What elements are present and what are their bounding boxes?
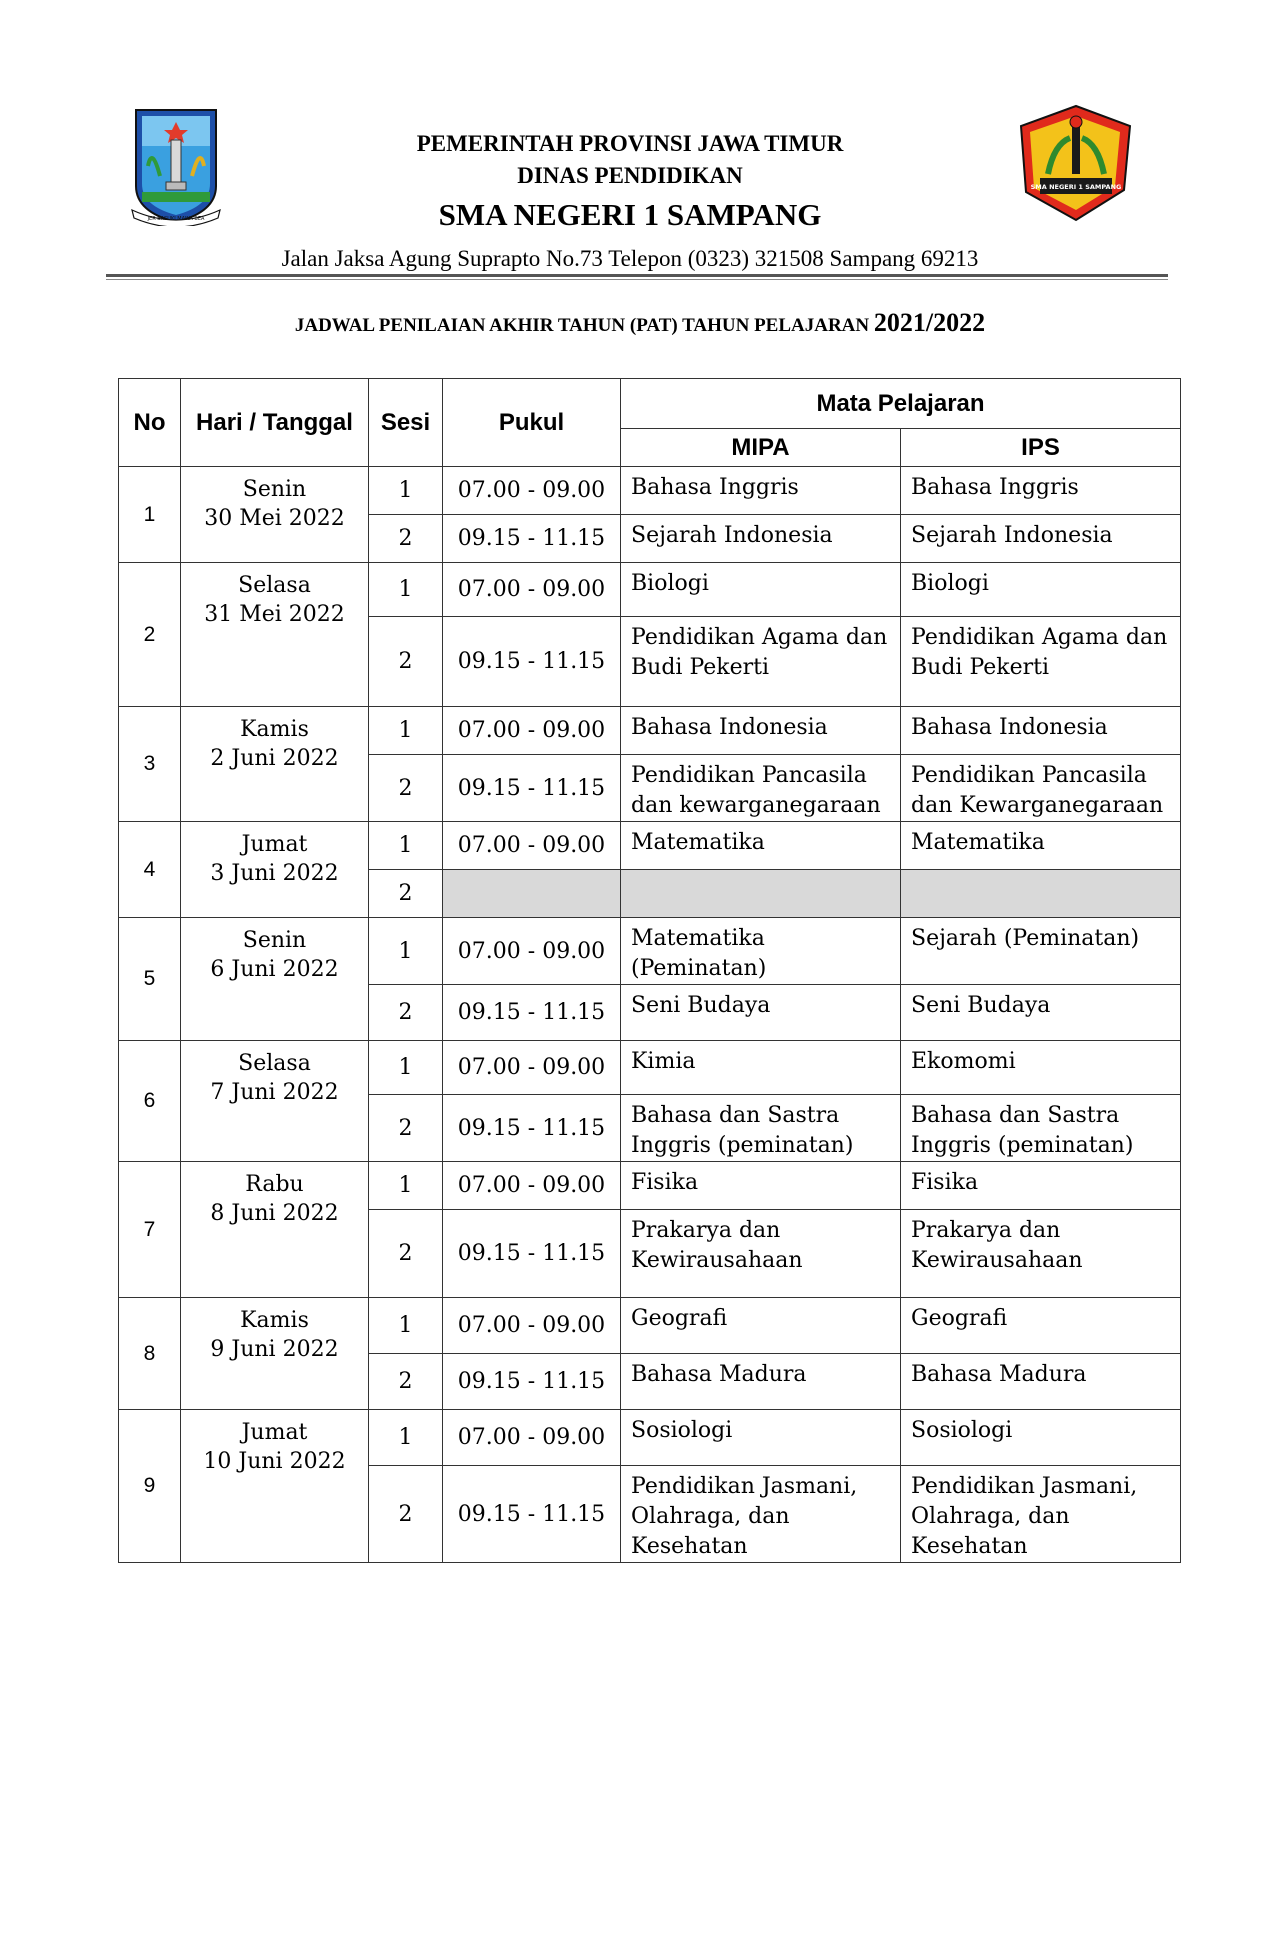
cell-subject-ips: Bahasa Inggris	[901, 467, 1181, 515]
table-row	[119, 822, 1181, 870]
day-name: Senin	[242, 928, 307, 953]
cell-session: 1	[369, 1162, 443, 1210]
cell-subject-mipa: Seni Budaya	[621, 985, 901, 1041]
day-date: 9 Juni 2022	[210, 1337, 339, 1362]
cell-time: 07.00 - 09.00	[443, 918, 621, 985]
cell-subject-mipa: Kimia	[621, 1041, 901, 1095]
cell-session: 1	[369, 1041, 443, 1095]
cell-subject-mipa: Bahasa dan Sastra Inggris (peminatan)	[621, 1095, 901, 1162]
day-name: Jumat	[241, 1420, 308, 1445]
day-name: Selasa	[238, 1051, 311, 1076]
letterhead-school-name: SMA NEGERI 1 SAMPANG	[438, 197, 822, 232]
cell-subject-mipa: Matematika (Peminatan)	[621, 918, 901, 985]
cell-session: 1	[369, 1298, 443, 1354]
header-ips: IPS	[901, 429, 1181, 467]
cell-session: 1	[369, 467, 443, 515]
document-title	[110, 308, 1170, 338]
day-name: Kamis	[240, 1308, 309, 1333]
cell-time: 07.00 - 09.00	[443, 1410, 621, 1466]
header-no: No	[119, 379, 181, 467]
table-row	[119, 1298, 1181, 1354]
cell-time: 09.15 - 11.15	[443, 1354, 621, 1410]
day-name: Rabu	[245, 1172, 304, 1197]
cell-no: 3	[119, 707, 181, 822]
day-date: 10 Juni 2022	[203, 1449, 346, 1474]
cell-day-date	[181, 1410, 369, 1563]
cell-session: 2	[369, 617, 443, 707]
cell-time: 09.15 - 11.15	[443, 985, 621, 1041]
cell-no: 1	[119, 467, 181, 563]
cell-subject-ips: Pendidikan Pancasila dan Kewarganegaraan	[901, 755, 1181, 822]
cell-subject-ips: Fisika	[901, 1162, 1181, 1210]
cell-day-date	[181, 1162, 369, 1298]
table-row	[119, 707, 1181, 755]
cell-session: 2	[369, 870, 443, 918]
cell-subject-mipa: Sosiologi	[621, 1410, 901, 1466]
cell-session: 1	[369, 1410, 443, 1466]
cell-time: 07.00 - 09.00	[443, 1041, 621, 1095]
cell-subject-mipa	[621, 870, 901, 918]
letterhead-department: DINAS PENDIDIKAN	[517, 163, 743, 188]
provinsi-jawa-timur-emblem-icon	[130, 106, 222, 226]
cell-session: 2	[369, 985, 443, 1041]
cell-subject-ips	[901, 870, 1181, 918]
header-subjects: Mata Pelajaran	[621, 379, 1181, 429]
day-date: 3 Juni 2022	[210, 861, 339, 886]
cell-subject-mipa: Bahasa Madura	[621, 1354, 901, 1410]
cell-no: 8	[119, 1298, 181, 1410]
cell-session: 2	[369, 1354, 443, 1410]
letterhead-government: PEMERINTAH PROVINSI JAWA TIMUR	[416, 131, 844, 156]
cell-time: 07.00 - 09.00	[443, 467, 621, 515]
cell-time: 09.15 - 11.15	[443, 755, 621, 822]
cell-subject-ips: Sejarah (Peminatan)	[901, 918, 1181, 985]
header-mipa: MIPA	[621, 429, 901, 467]
day-name: Kamis	[240, 717, 309, 742]
cell-time: 07.00 - 09.00	[443, 707, 621, 755]
cell-session: 2	[369, 515, 443, 563]
cell-time: 09.15 - 11.15	[443, 515, 621, 563]
cell-subject-ips: Pendidikan Jasmani, Olahraga, dan Kesehatan	[901, 1466, 1181, 1563]
cell-day-date	[181, 1041, 369, 1162]
cell-subject-ips: Bahasa Indonesia	[901, 707, 1181, 755]
letterhead-divider-thin	[106, 279, 1168, 280]
cell-session: 1	[369, 822, 443, 870]
cell-day-date	[181, 467, 369, 563]
day-name: Selasa	[238, 573, 311, 598]
cell-subject-mipa: Geografi	[621, 1298, 901, 1354]
table-row	[119, 1041, 1181, 1095]
cell-time	[443, 870, 621, 918]
letterhead-address: Jalan Jaksa Agung Suprapto No.73 Telepon (0323) 321508 Sampang 69213	[281, 246, 979, 271]
cell-no: 4	[119, 822, 181, 918]
cell-no: 7	[119, 1162, 181, 1298]
day-date: 7 Juni 2022	[210, 1080, 339, 1105]
cell-subject-ips: Biologi	[901, 563, 1181, 617]
day-name: Senin	[242, 477, 307, 502]
cell-subject-ips: Seni Budaya	[901, 985, 1181, 1041]
cell-day-date	[181, 1298, 369, 1410]
cell-subject-mipa: Matematika	[621, 822, 901, 870]
cell-subject-mipa: Fisika	[621, 1162, 901, 1210]
cell-subject-mipa: Sejarah Indonesia	[621, 515, 901, 563]
letterhead-divider	[106, 274, 1168, 277]
svg-text:JER BASUKI MAWA BEA: JER BASUKI MAWA BEA	[147, 216, 205, 222]
document-title-year: 2021/2022	[873, 308, 986, 337]
cell-subject-mipa: Prakarya dan Kewirausahaan	[621, 1210, 901, 1298]
cell-session: 2	[369, 1095, 443, 1162]
schedule-body	[119, 467, 1181, 1563]
cell-session: 1	[369, 563, 443, 617]
cell-time: 07.00 - 09.00	[443, 1298, 621, 1354]
cell-subject-ips: Sosiologi	[901, 1410, 1181, 1466]
header-day-date: Hari / Tanggal	[181, 379, 369, 467]
cell-time: 07.00 - 09.00	[443, 1162, 621, 1210]
cell-no: 5	[119, 918, 181, 1041]
cell-subject-mipa: Pendidikan Pancasila dan kewarganegaraan	[621, 755, 901, 822]
cell-subject-ips: Bahasa Madura	[901, 1354, 1181, 1410]
cell-subject-mipa: Pendidikan Agama dan Budi Pekerti	[621, 617, 901, 707]
cell-subject-ips: Matematika	[901, 822, 1181, 870]
day-date: 31 Mei 2022	[204, 602, 345, 627]
header-time: Pukul	[443, 379, 621, 467]
cell-time: 09.15 - 11.15	[443, 617, 621, 707]
cell-day-date	[181, 707, 369, 822]
cell-day-date	[181, 822, 369, 918]
cell-subject-mipa: Bahasa Inggris	[621, 467, 901, 515]
table-row	[119, 1410, 1181, 1466]
cell-session: 2	[369, 755, 443, 822]
cell-day-date	[181, 563, 369, 707]
cell-subject-mipa: Bahasa Indonesia	[621, 707, 901, 755]
document-title-text: JADWAL PENILAIAN AKHIR TAHUN (PAT) TAHUN PELAJARAN	[294, 315, 870, 336]
cell-subject-mipa: Pendidikan Jasmani, Olahraga, dan Kesehatan	[621, 1466, 901, 1563]
cell-subject-mipa: Biologi	[621, 563, 901, 617]
cell-no: 9	[119, 1410, 181, 1563]
day-date: 8 Juni 2022	[210, 1201, 339, 1226]
cell-subject-ips: Bahasa dan Sastra Inggris (peminatan)	[901, 1095, 1181, 1162]
day-date: 2 Juni 2022	[210, 746, 339, 771]
cell-session: 2	[369, 1466, 443, 1563]
cell-time: 09.15 - 11.15	[443, 1466, 621, 1563]
day-date: 6 Juni 2022	[210, 957, 339, 982]
day-name: Jumat	[241, 832, 308, 857]
table-row	[119, 1162, 1181, 1210]
header-session: Sesi	[369, 379, 443, 467]
cell-subject-ips: Prakarya dan Kewirausahaan	[901, 1210, 1181, 1298]
day-date: 30 Mei 2022	[204, 506, 345, 531]
cell-no: 6	[119, 1041, 181, 1162]
cell-time: 07.00 - 09.00	[443, 822, 621, 870]
cell-session: 1	[369, 707, 443, 755]
table-row	[119, 467, 1181, 515]
exam-schedule-table	[118, 378, 1181, 1563]
cell-subject-ips: Sejarah Indonesia	[901, 515, 1181, 563]
table-row	[119, 563, 1181, 617]
cell-subject-ips: Pendidikan Agama dan Budi Pekerti	[901, 617, 1181, 707]
cell-subject-ips: Ekomomi	[901, 1041, 1181, 1095]
cell-subject-ips: Geografi	[901, 1298, 1181, 1354]
cell-session: 2	[369, 1210, 443, 1298]
letterhead	[240, 128, 1020, 276]
cell-no: 2	[119, 563, 181, 707]
svg-text:SMA NEGERI 1 SAMPANG: SMA NEGERI 1 SAMPANG	[1030, 183, 1122, 191]
cell-time: 09.15 - 11.15	[443, 1095, 621, 1162]
cell-time: 07.00 - 09.00	[443, 563, 621, 617]
sma-negeri-1-sampang-emblem-icon	[1018, 104, 1133, 222]
cell-day-date	[181, 918, 369, 1041]
cell-session: 1	[369, 918, 443, 985]
table-row	[119, 918, 1181, 985]
cell-time: 09.15 - 11.15	[443, 1210, 621, 1298]
